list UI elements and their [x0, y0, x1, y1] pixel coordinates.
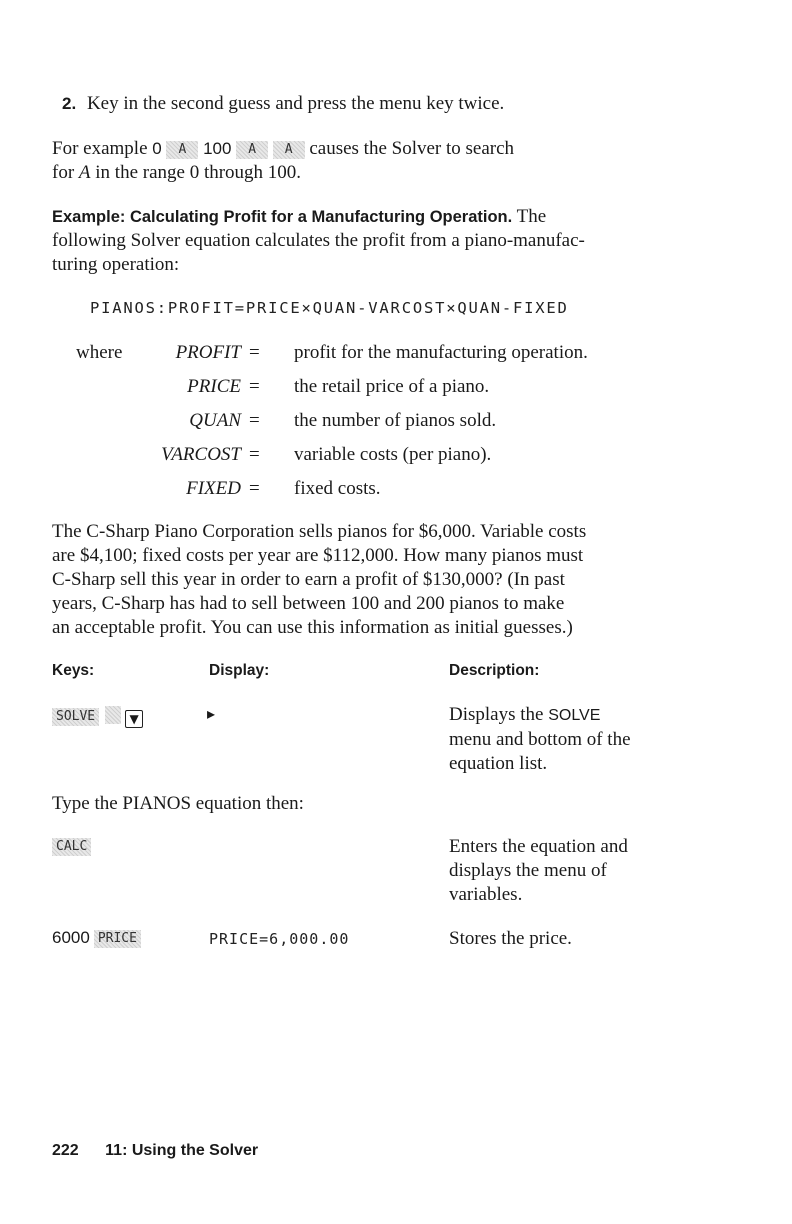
- row1-description: [449, 703, 749, 776]
- row1-desc-line2: menu and bottom of the: [449, 729, 631, 750]
- description-header: Description:: [449, 662, 540, 679]
- down-arrow-icon: ▼: [125, 710, 143, 728]
- problem-paragraph: [52, 520, 752, 640]
- definition-variable: QUAN: [189, 410, 241, 431]
- problem-line: The C-Sharp Piano Corporation sells pianos for $6,000. Variable costs: [52, 521, 587, 542]
- price-menu-key: PRICE: [94, 930, 141, 948]
- definition-variable: PROFIT: [175, 342, 241, 363]
- definition-row: [76, 477, 696, 503]
- row2-desc-line1: Enters the equation and: [449, 836, 628, 857]
- type-instruction: Type the PIANOS equation then:: [52, 793, 304, 814]
- where-label: where: [76, 342, 123, 363]
- row2-desc-line2: displays the menu of: [449, 860, 607, 881]
- definition-text: variable costs (per piano).: [294, 444, 492, 465]
- definition-text: the retail price of a piano.: [294, 376, 490, 397]
- definition-row: [76, 443, 696, 469]
- equals-sign: =: [249, 444, 260, 465]
- row3-key-value: 6000: [52, 928, 90, 947]
- calc-menu-key: CALC: [52, 838, 91, 856]
- page-footer: [52, 1142, 258, 1160]
- equals-sign: =: [249, 478, 260, 499]
- display-header: Display:: [209, 662, 270, 679]
- definition-variable: PRICE: [187, 376, 241, 397]
- row3-description: Stores the price.: [449, 928, 572, 949]
- problem-line: are $4,100; fixed costs per year are $112,000. How many pianos must: [52, 545, 584, 566]
- example-heading-line2: following Solver equation calculates the profit from a piano-manufac-: [52, 230, 585, 251]
- solve-menu-key: SOLVE: [52, 708, 99, 726]
- row2-desc-line3: variables.: [449, 884, 523, 905]
- equals-sign: =: [249, 410, 260, 431]
- step-2: [62, 92, 504, 116]
- problem-line: years, C-Sharp has had to sell between 100 and 200 pianos to make: [52, 593, 565, 614]
- example-lead: For example: [52, 138, 148, 159]
- row3-display: PRICE=6,000.00: [209, 930, 350, 948]
- chapter-title: 11: Using the Solver: [105, 1142, 259, 1159]
- row1-keys: [52, 706, 143, 728]
- example-value-0: 0: [152, 139, 162, 158]
- equals-sign: =: [249, 376, 260, 397]
- solver-equation: PIANOS:PROFIT=PRICE×QUAN-VARCOST×QUAN-FIXED: [90, 299, 569, 317]
- problem-line: an acceptable profit. You can use this information as initial guesses.): [52, 617, 573, 638]
- definition-variable: FIXED: [186, 478, 241, 499]
- example-line2-var: A: [78, 162, 91, 183]
- example-line2-post: in the range 0 through 100.: [95, 162, 302, 183]
- definition-row: [76, 341, 696, 367]
- example-paragraph: [52, 137, 752, 185]
- row1-desc-key: SOLVE: [548, 707, 601, 724]
- example-heading-tail: The: [516, 206, 547, 227]
- equals-sign: =: [249, 342, 260, 363]
- menu-key-a: A: [236, 141, 268, 159]
- row2-description: [449, 835, 749, 907]
- definition-row: [76, 375, 696, 401]
- problem-line: C-Sharp sell this year in order to earn a profit of $130,000? (In past: [52, 569, 565, 590]
- shift-key: [105, 706, 121, 724]
- example-tail: causes the Solver to search: [309, 138, 515, 159]
- row1-desc-pre: Displays the: [449, 704, 544, 725]
- definition-variable: VARCOST: [161, 444, 241, 465]
- row1-display: ▸: [207, 704, 216, 723]
- example-heading: Example: Calculating Profit for a Manufacturing Operation.: [52, 208, 513, 226]
- example-value-100: 100: [203, 139, 232, 158]
- example-line2-pre: for: [52, 162, 75, 183]
- step-number: 2.: [62, 94, 77, 113]
- row3-keys: [52, 928, 141, 948]
- page-number: 222: [52, 1142, 79, 1159]
- definition-text: the number of pianos sold.: [294, 410, 497, 431]
- step-text: Key in the second guess and press the menu key twice.: [86, 93, 505, 114]
- menu-key-a: A: [166, 141, 198, 159]
- example-heading-paragraph: [52, 205, 752, 277]
- menu-key-a: A: [273, 141, 305, 159]
- row2-keys: [52, 838, 91, 856]
- keys-header: Keys:: [52, 662, 95, 679]
- definition-text: fixed costs.: [294, 478, 381, 499]
- example-heading-line3: turing operation:: [52, 254, 180, 275]
- row1-desc-line3: equation list.: [449, 753, 548, 774]
- definition-row: [76, 409, 696, 435]
- definition-text: profit for the manufacturing operation.: [294, 342, 588, 363]
